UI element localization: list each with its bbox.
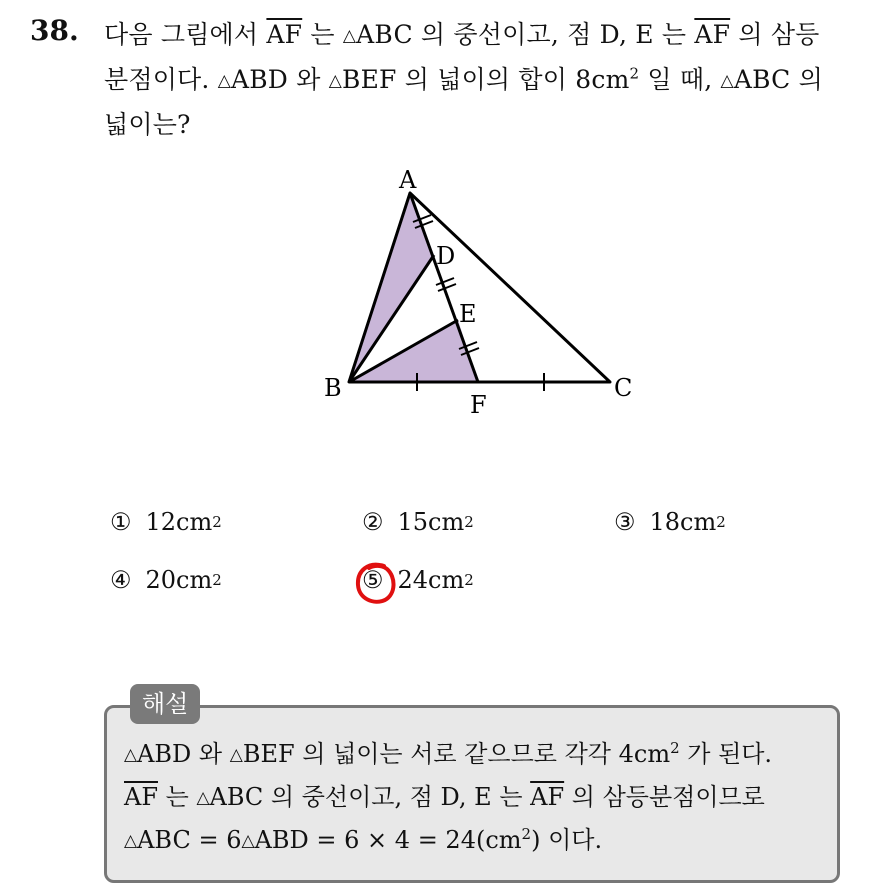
triangle-symbol: △ <box>342 26 357 46</box>
label-b: B <box>324 374 342 402</box>
text-fragment: 일 때, <box>639 65 721 94</box>
text-fragment: 는 <box>302 20 343 49</box>
choice-number: ① <box>110 508 132 536</box>
text-fragment: ) 이다. <box>531 826 603 854</box>
text-fragment: ABD <box>230 65 289 94</box>
text-fragment: 의 삼등분점이므로 <box>564 783 765 811</box>
text-fragment: ABC <box>733 65 791 94</box>
triangle-symbol: △ <box>124 831 138 851</box>
choice-value: 15cm <box>397 508 465 536</box>
solution-label: 해설 <box>130 684 200 724</box>
choice-value: 20cm <box>145 566 213 594</box>
choice-number: ④ <box>110 566 132 594</box>
text-fragment: 의 삼등 <box>730 20 820 49</box>
text-fragment: 분점이다. <box>104 65 218 94</box>
choice-number: ② <box>362 508 384 536</box>
text-fragment: 다음 그림에서 <box>104 20 267 49</box>
segment-af: $\overline{AF}$ <box>266 20 303 49</box>
choice-value: 24cm <box>397 566 465 594</box>
question-line-2 <box>104 59 864 104</box>
label-a: A <box>399 166 417 194</box>
label-d: D <box>436 242 456 270</box>
tick-mark <box>436 278 454 285</box>
segment-af: $\overline{AF}$ <box>124 783 158 811</box>
choice-4[interactable]: ④ 20cm 2 <box>110 566 222 594</box>
text-fragment: BEF 의 넓이는 서로 같으므로 각각 4cm <box>242 740 671 768</box>
choice-5[interactable]: ⑤ 24cm 2 <box>362 566 474 594</box>
text-fragment: ABD 와 <box>137 740 230 768</box>
label-e: E <box>459 300 477 328</box>
triangle-symbol: △ <box>217 71 231 91</box>
solution-line-2 <box>124 777 772 820</box>
solution-line-1 <box>124 734 772 777</box>
choice-value: 12cm <box>145 508 213 536</box>
solution-text <box>124 734 772 863</box>
tick-mark <box>438 284 456 291</box>
solution-line-3 <box>124 820 772 863</box>
text-fragment: 의 <box>790 65 823 94</box>
choice-1[interactable]: ① 12cm 2 <box>110 508 222 536</box>
choice-2[interactable]: ② 15cm 2 <box>362 508 474 536</box>
question-line-1 <box>104 14 864 59</box>
superscript: 2 <box>670 739 680 757</box>
text-fragment: ABC = 6 <box>137 826 242 854</box>
question-line-3: 넓이는? <box>104 110 191 139</box>
text-fragment: ABC <box>356 20 413 49</box>
triangle-symbol: △ <box>196 788 210 808</box>
question-number: 38. <box>30 14 79 47</box>
text-fragment: BEF <box>342 65 397 94</box>
text-fragment: 가 된다. <box>679 740 773 768</box>
choice-value: 18cm <box>649 508 717 536</box>
choice-number: ⑤ <box>362 566 384 594</box>
triangle-figure <box>320 160 650 420</box>
label-c: C <box>614 374 633 402</box>
text-fragment: 의 중선이고, 점 D, E 는 <box>412 20 695 49</box>
segment-af: $\overline{AF}$ <box>530 783 565 811</box>
text-fragment: ABD = 6 × 4 = 24(cm <box>254 826 522 854</box>
triangle-symbol: △ <box>328 71 342 91</box>
triangle-symbol: △ <box>720 71 734 91</box>
superscript: 2 <box>521 825 532 843</box>
triangle-symbol: △ <box>229 745 243 765</box>
text-fragment: ABC 의 중선이고, 점 D, E 는 <box>209 783 531 811</box>
question-text <box>104 14 864 145</box>
triangle-symbol: △ <box>124 745 138 765</box>
text-fragment: 와 <box>288 65 329 94</box>
text-fragment: 의 넓이의 합이 8cm <box>396 65 630 94</box>
label-f: F <box>470 391 487 419</box>
triangle-symbol: △ <box>241 831 255 851</box>
choice-number: ③ <box>614 508 636 536</box>
segment-af: $\overline{AF}$ <box>694 20 731 49</box>
answer-circle-mark <box>354 561 398 607</box>
text-fragment: 는 <box>157 783 197 811</box>
superscript: 2 <box>629 64 640 83</box>
choice-3[interactable]: ③ 18cm 2 <box>614 508 726 536</box>
